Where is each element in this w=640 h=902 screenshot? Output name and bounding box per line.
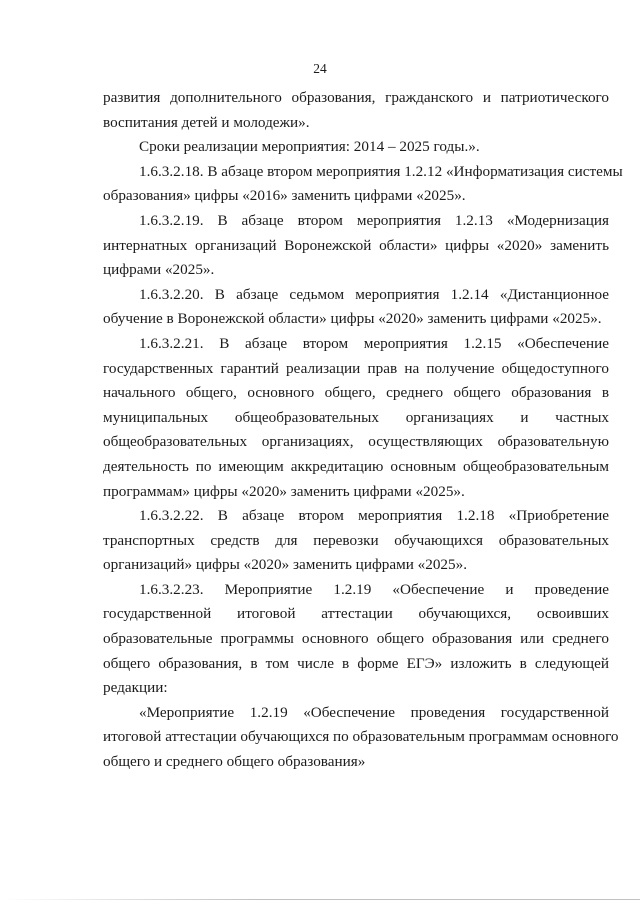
text-line: обучение в Воронежской области» цифры «2020» заменить цифрами «2025». bbox=[103, 310, 602, 328]
text-line: развития дополнительного образования, гражданского и патриотического bbox=[103, 89, 609, 106]
text-line: Сроки реализации мероприятия: 2014 – 2025 годы.». bbox=[139, 138, 480, 156]
text-line: 1.6.3.2.23. Мероприятие 1.2.19 «Обеспечение и проведение bbox=[139, 580, 609, 598]
scan-edge-line bbox=[0, 899, 640, 900]
text-line: 1.6.3.2.18. В абзаце втором мероприятия 1.2.12 «Информатизация системы bbox=[139, 162, 623, 180]
paragraph-implementation-period bbox=[103, 135, 609, 160]
paragraph-1-6-3-2-20 bbox=[103, 283, 609, 332]
text-line: муниципальных общеобразовательных организациях и частных bbox=[103, 408, 609, 426]
text-line: образования» цифры «2016» заменить цифрами «2025». bbox=[103, 187, 466, 205]
text-line: образовательные программы основного общего образования или среднего bbox=[103, 630, 609, 648]
document-body bbox=[103, 86, 623, 775]
text-line: 1.6.3.2.20. В абзаце седьмом мероприятия 1.2.14 «Дистанционное bbox=[139, 285, 609, 303]
text-line: итоговой аттестации обучающихся по образовательным программам основного bbox=[103, 728, 619, 746]
text-line: программам» цифры «2020» заменить цифрами «2025». bbox=[103, 482, 465, 500]
paragraph-1-6-3-2-18 bbox=[103, 160, 623, 209]
page-number: 24 bbox=[313, 61, 327, 76]
text-line: редакции: bbox=[103, 679, 168, 697]
paragraph-1-6-3-2-22 bbox=[103, 504, 609, 578]
text-line: общего и среднего общего образования» bbox=[103, 753, 366, 771]
text-line: 1.6.3.2.22. В абзаце втором мероприятия 1.2.18 «Приобретение bbox=[139, 507, 609, 525]
text-line: общего образования, в том числе в форме ЕГЭ» изложить в следующей bbox=[103, 654, 609, 672]
text-line: «Мероприятие 1.2.19 «Обеспечение проведения государственной bbox=[139, 703, 609, 721]
text-line: общеобразовательных организациях, осуществляющих образовательную bbox=[103, 433, 609, 451]
text-line: государственной итоговой аттестации обучающихся, освоивших bbox=[103, 605, 609, 623]
text-line: организаций» цифры «2020» заменить цифрами «2025». bbox=[103, 556, 468, 574]
text-line: начального общего, основного общего, среднего общего образования в bbox=[103, 384, 609, 402]
paragraph-1-6-3-2-19 bbox=[103, 209, 609, 283]
paragraph-1-6-3-2-23 bbox=[103, 578, 609, 701]
text-line: 1.6.3.2.19. В абзаце втором мероприятия 1.2.13 «Модернизация bbox=[139, 211, 609, 229]
text-line: транспортных средств для перевозки обучающихся образовательных bbox=[103, 531, 609, 549]
text-line: интернатных организаций Воронежской области» цифры «2020» заменить bbox=[103, 236, 609, 254]
text-line: 1.6.3.2.21. В абзаце втором мероприятия 1.2.15 «Обеспечение bbox=[139, 334, 609, 352]
paragraph-1-6-3-2-21 bbox=[103, 332, 609, 504]
text-line: цифрами «2025». bbox=[103, 261, 215, 279]
paragraph-new-wording bbox=[103, 701, 619, 775]
text-line: воспитания детей и молодежи». bbox=[103, 113, 310, 131]
paragraph-continuation bbox=[103, 86, 609, 135]
text-line: государственных гарантий реализации прав на получение общедоступного bbox=[103, 359, 609, 377]
text-line: деятельность по имеющим аккредитацию основным общеобразовательным bbox=[103, 457, 609, 475]
